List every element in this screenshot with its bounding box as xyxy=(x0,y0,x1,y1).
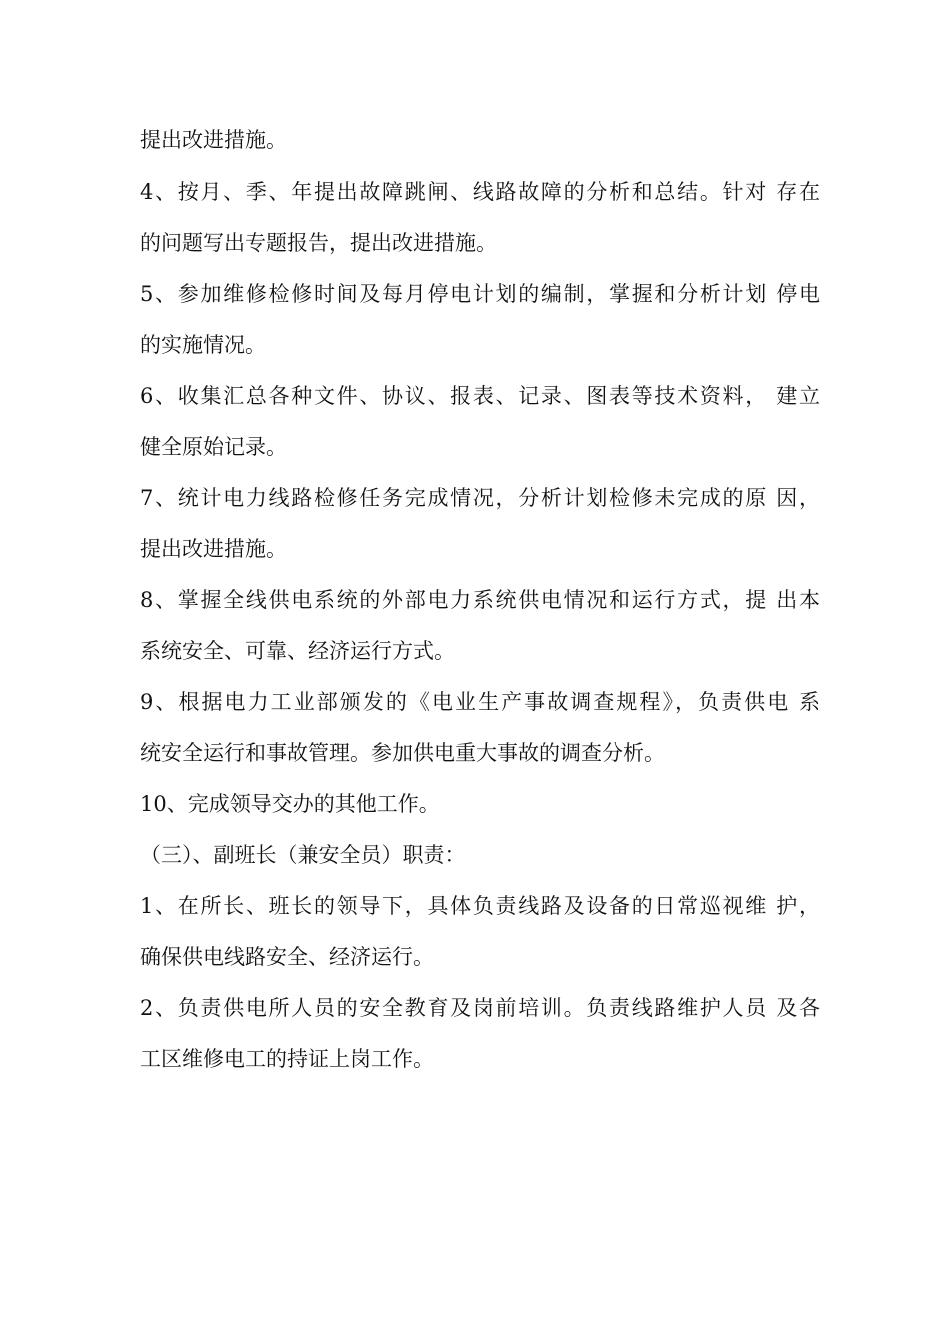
text-line: 1、在所长、班长的领导下，具体负责线路及设备的日常巡视维 护， xyxy=(140,894,820,918)
text-line: 统安全运行和事故管理。参加供电重大事故的调查分析。 xyxy=(140,741,665,765)
text-line: 提出改进措施。 xyxy=(140,537,287,561)
text-line: 5、参加维修检修时间及每月停电计划的编制，掌握和分析计划 停电 xyxy=(140,282,820,306)
text-line: 的实施情况。 xyxy=(140,333,266,357)
text-line: 工区维修电工的持证上岗工作。 xyxy=(140,1047,434,1071)
text-line: 9、根据电力工业部颁发的《电业生产事故调查规程》，负责供电 系 xyxy=(140,690,820,714)
text-line: 健全原始记录。 xyxy=(140,435,287,459)
text-line: 4、按月、季、年提出故障跳闸、线路故障的分析和总结。针对 存在 xyxy=(140,180,820,204)
text-line: 2、负责供电所人员的安全教育及岗前培训。负责线路维护人员 及各 xyxy=(140,996,820,1020)
text-line: 系统安全、可靠、经济运行方式。 xyxy=(140,639,455,663)
text-line: 7、统计电力线路检修任务完成情况，分析计划检修未完成的原 因， xyxy=(140,486,820,510)
text-line: 10、完成领导交办的其他工作。 xyxy=(140,792,440,816)
section-heading: （三）、副班长（兼安全员）职责： xyxy=(140,843,466,867)
text-line: 6、收集汇总各种文件、协议、报表、记录、图表等技术资料， 建立 xyxy=(140,384,820,408)
text-line: 提出改进措施。 xyxy=(140,128,287,152)
text-line: 的问题写出专题报告，提出改进措施。 xyxy=(140,231,497,255)
text-line: 8、掌握全线供电系统的外部电力系统供电情况和运行方式，提 出本 xyxy=(140,588,820,612)
text-line: 确保供电线路安全、经济运行。 xyxy=(140,945,434,969)
